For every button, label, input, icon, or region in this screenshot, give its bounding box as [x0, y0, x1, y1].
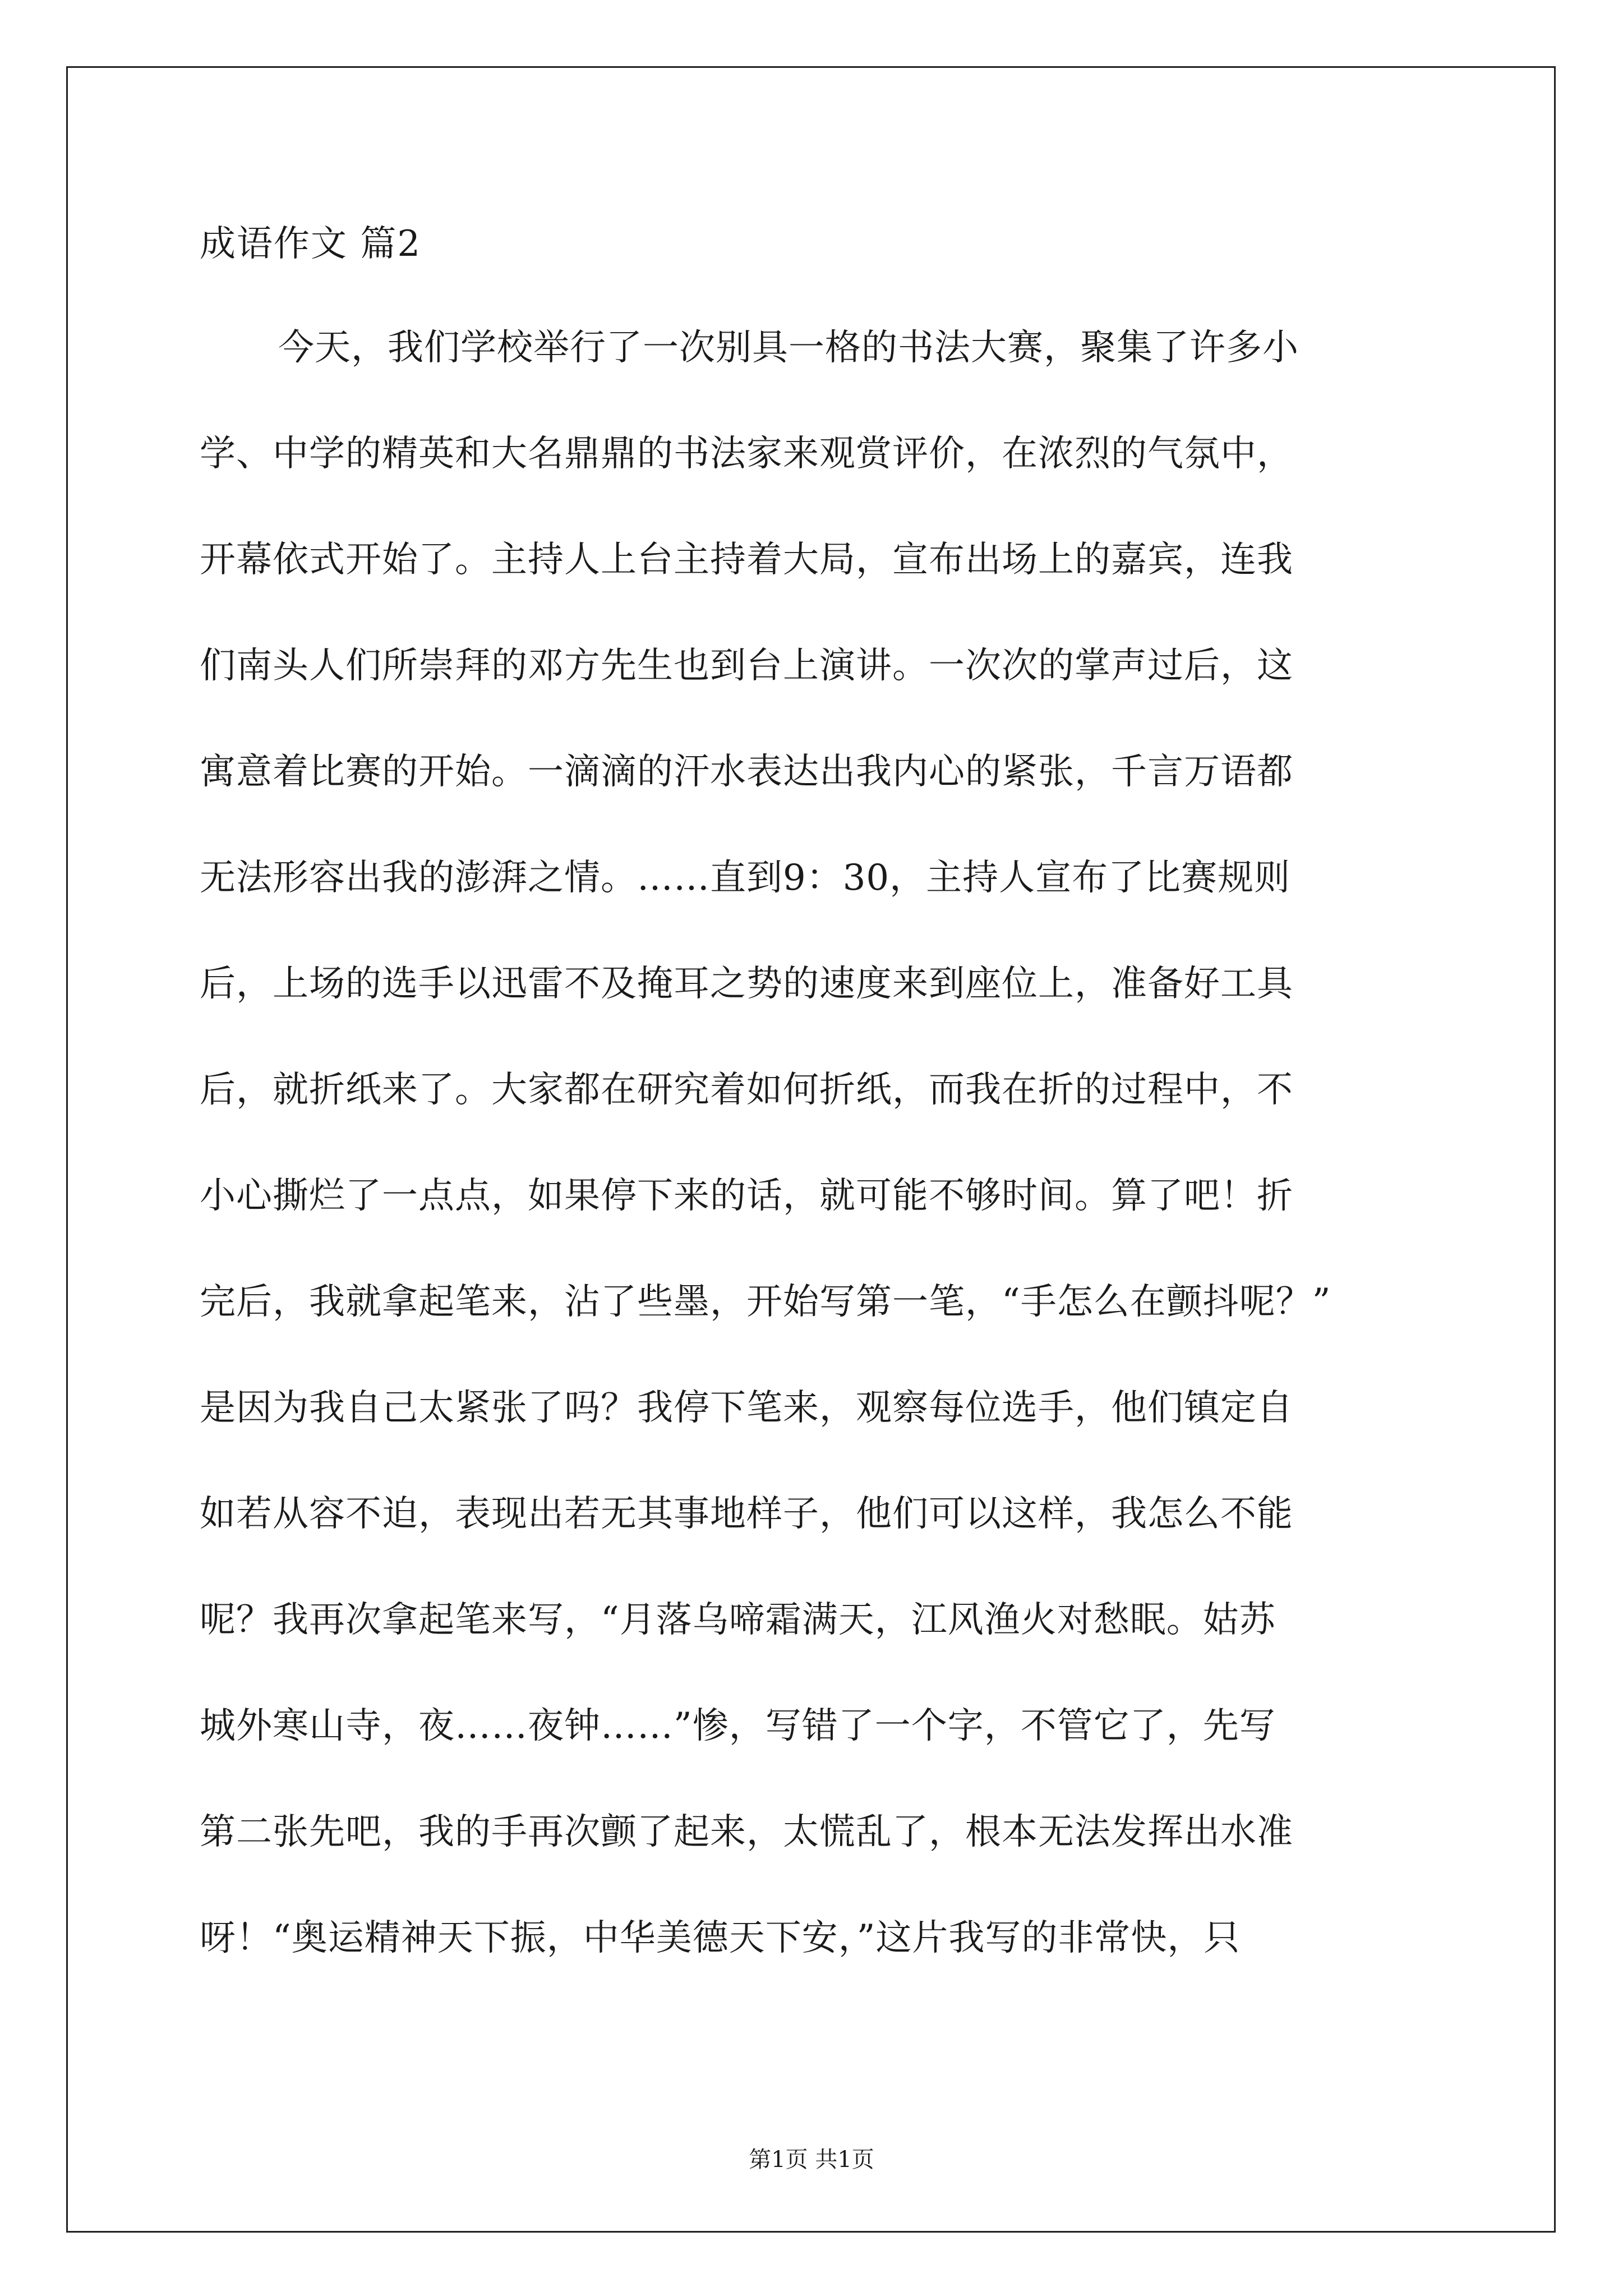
document-title: 成语作文 篇2: [200, 223, 422, 265]
page-footer: 第1页 共1页: [749, 2147, 874, 2173]
body-line: 们南头人们所崇拜的邓方先生也到台上演讲。一次次的掌声过后，这: [200, 645, 1293, 687]
body-line: 呀！“奥运精神天下振，中华美德天下安，”这片我写的非常快，只: [200, 1917, 1241, 1959]
body-line: 完后，我就拿起笔来，沾了些墨，开始写第一笔，“手怎么在颤抖呢？”: [200, 1281, 1331, 1323]
page-border: [66, 66, 1556, 2233]
body-line: 第二张先吧，我的手再次颤了起来，太慌乱了，根本无法发挥出水准: [200, 1811, 1293, 1853]
body-line: 呢？我再次拿起笔来写，“月落乌啼霜满天，江风渔火对愁眠。姑苏: [200, 1599, 1276, 1641]
body-line: 小心撕烂了一点点，如果停下来的话，就可能不够时间。算了吧！折: [200, 1175, 1293, 1217]
body-line: 开幕依式开始了。主持人上台主持着大局，宣布出场上的嘉宾，连我: [200, 539, 1293, 581]
body-line: 如若从容不迫，表现出若无其事地样子，他们可以这样，我怎么不能: [200, 1493, 1293, 1535]
body-line: 是因为我自己太紧张了吗？我停下笔来，观察每位选手，他们镇定自: [200, 1387, 1293, 1429]
body-line: 后，就折纸来了。大家都在研究着如何折纸，而我在折的过程中，不: [200, 1069, 1293, 1111]
body-line: 学、中学的精英和大名鼎鼎的书法家来观赏评价，在浓烈的气氛中，: [200, 433, 1293, 475]
body-line: 城外寒山寺，夜……夜钟……”惨，写错了一个字，不管它了，先写: [200, 1705, 1276, 1747]
body-line: 后，上场的选手以迅雷不及掩耳之势的速度来到座位上，准备好工具: [200, 963, 1293, 1005]
body-line: 无法形容出我的澎湃之情。……直到9：30，主持人宣布了比赛规则: [200, 857, 1291, 899]
body-line: 今天，我们学校举行了一次别具一格的书法大赛，聚集了许多小: [278, 327, 1299, 369]
body-line: 寓意着比赛的开始。一滴滴的汗水表达出我内心的紧张，千言万语都: [200, 751, 1293, 793]
